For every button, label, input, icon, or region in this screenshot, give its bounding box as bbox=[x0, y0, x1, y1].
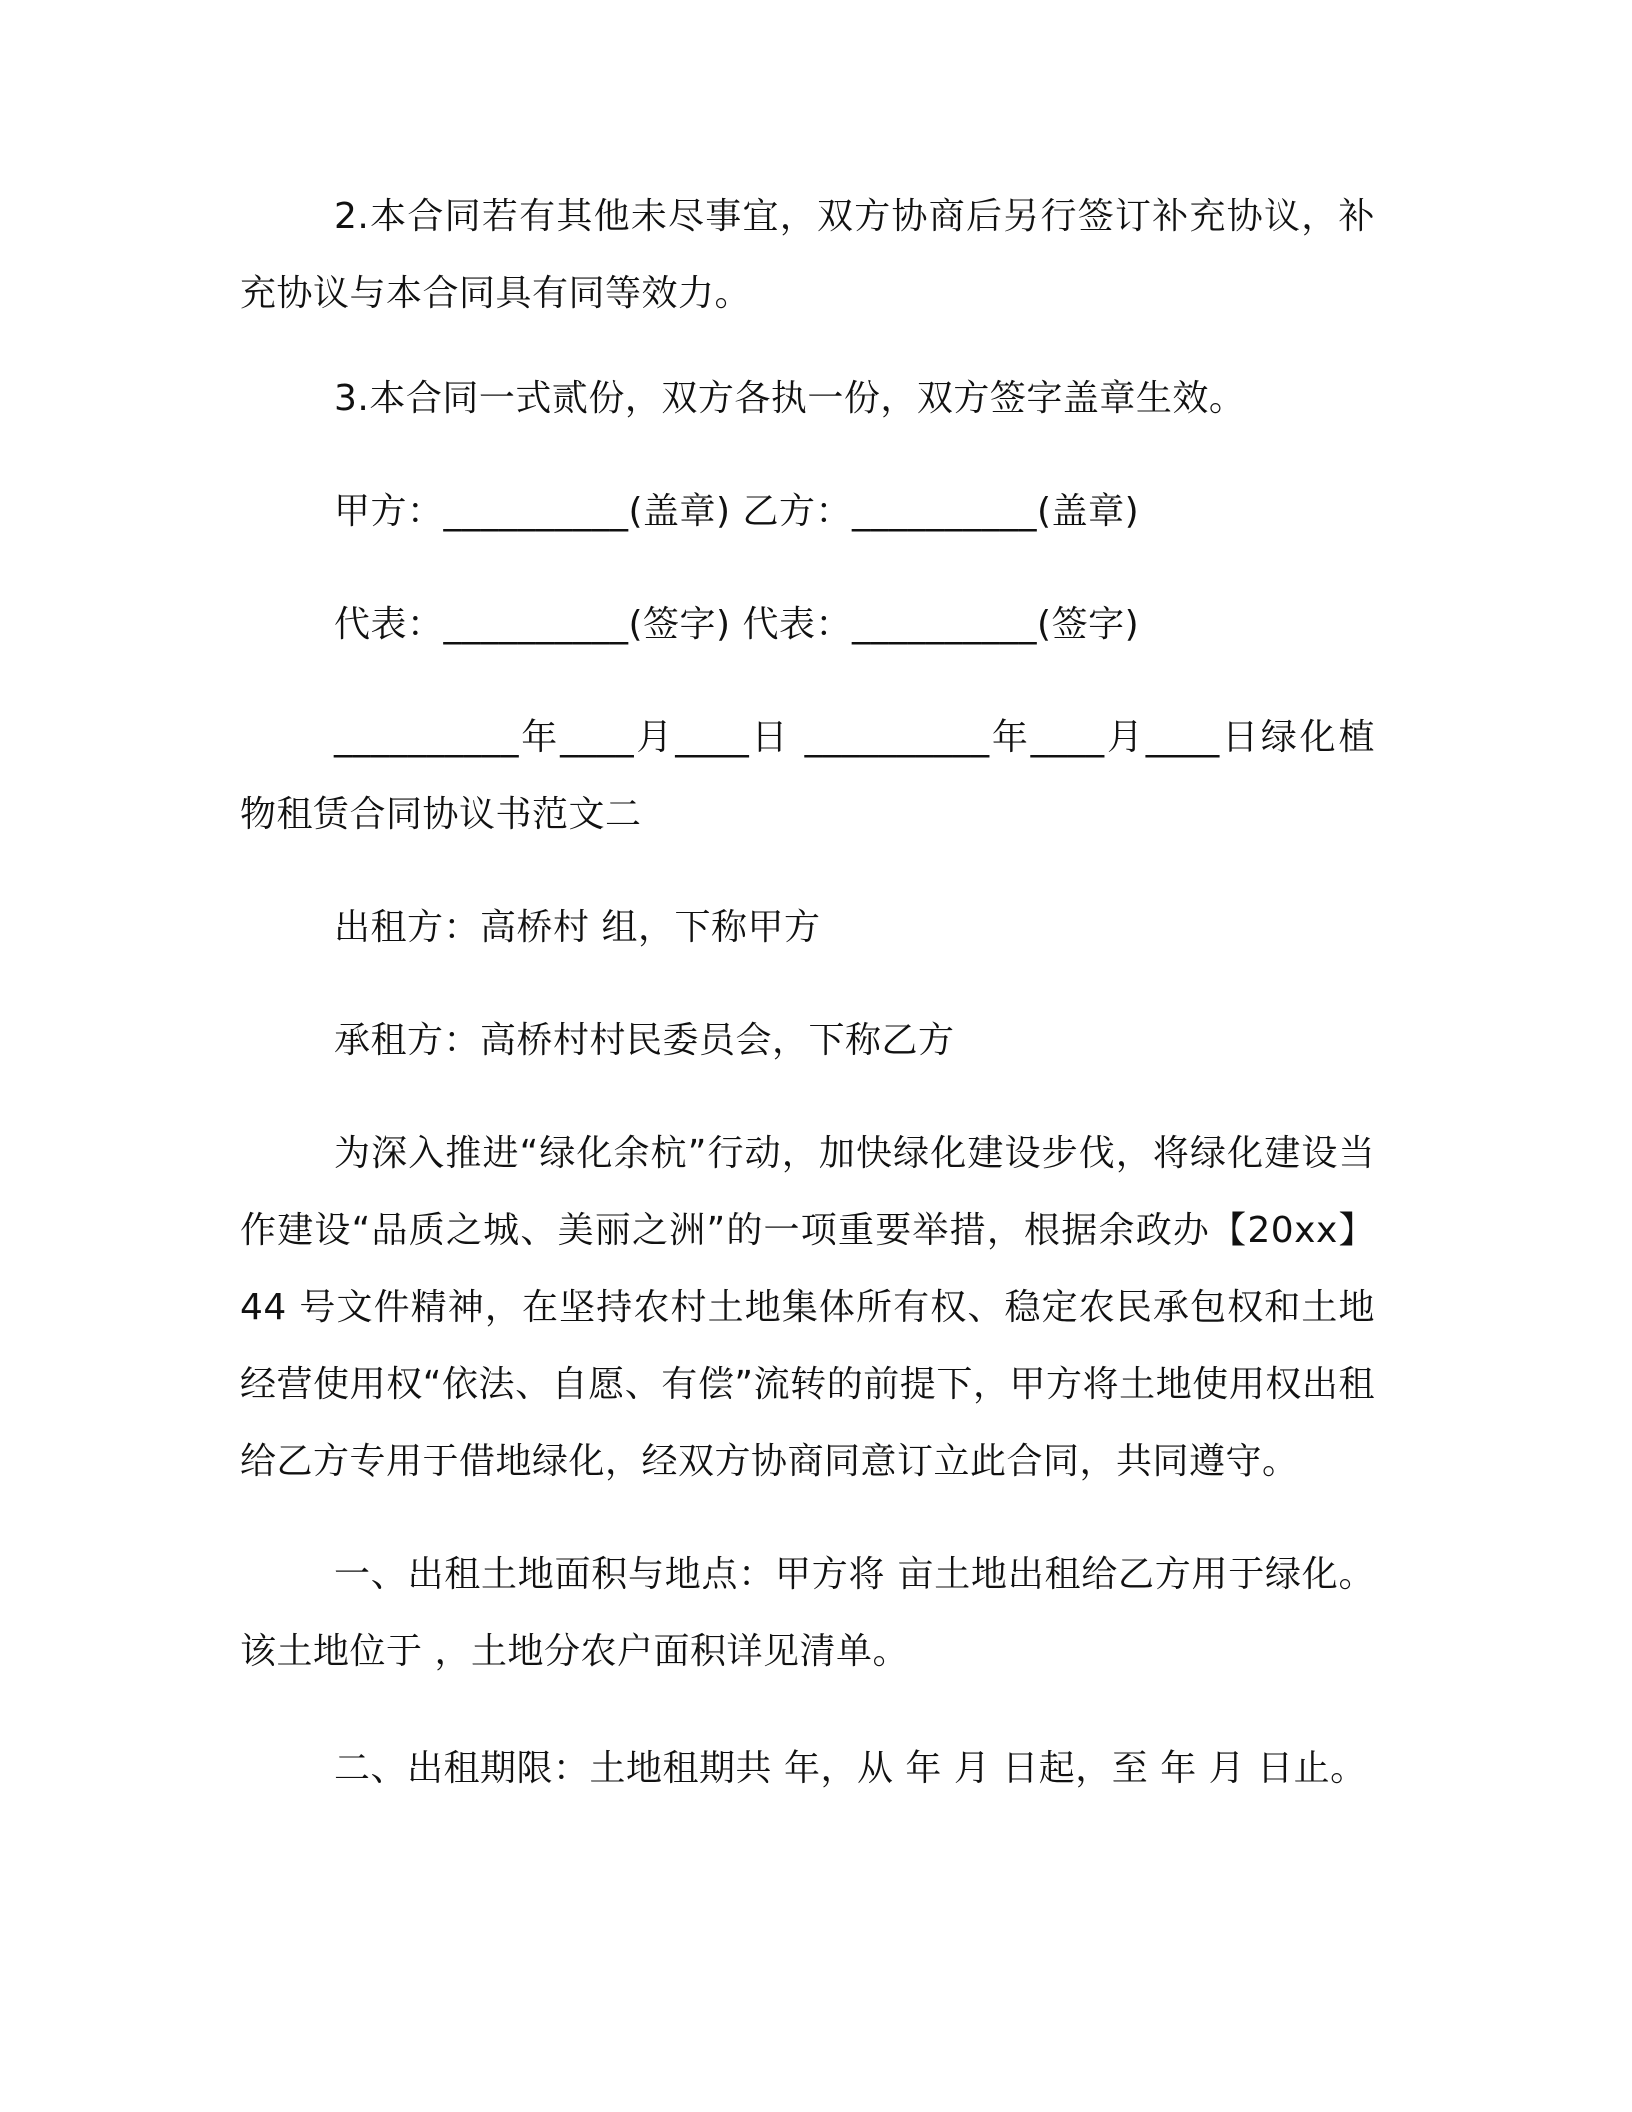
clause-copies: 3.本合同一式贰份，双方各执一份，双方签字盖章生效。 bbox=[334, 378, 1246, 419]
lessor-line: 出租方：高桥村 组，下称甲方 bbox=[334, 907, 821, 948]
date-line-and-next-title: __________年____月____日 __________年____月____日绿化植物租赁合同协议书范文二 bbox=[240, 717, 1375, 835]
preamble-paragraph: 为深入推进“绿化余杭”行动，加快绿化建设步伐，将绿化建设当作建设“品质之城、美丽之洲”的一项重要举措，根据余政办【20xx】44 号文件精神，在坚持农村土地集体所有权、稳定农民承包权和土地经营使用权“依法、自愿、有偿”流转的前提下，甲方将土地使用权出租给乙方专用于借地绿化，经双方协商同意订立此合同，共同遵守。 bbox=[240, 1133, 1375, 1482]
clause-lease-term: 二、出租期限：土地租期共 年，从 年 月 日起，至 年 月 日止。 bbox=[334, 1748, 1367, 1789]
clause-land-area-location: 一、出租土地面积与地点：甲方将 亩土地出租给乙方用于绿化。该土地位于 ，土地分农户面积详见清单。 bbox=[240, 1554, 1375, 1672]
lessee-line: 承租方：高桥村村民委员会，下称乙方 bbox=[334, 1020, 955, 1061]
signature-representative-line: 代表：__________(签字) 代表：__________(签字) bbox=[334, 604, 1140, 645]
signature-party-line: 甲方：__________(盖章) 乙方：__________(盖章) bbox=[334, 491, 1140, 532]
clause-supplementary-agreement: 2.本合同若有其他未尽事宜，双方协商后另行签订补充协议，补充协议与本合同具有同等效力。 bbox=[240, 196, 1375, 314]
document-body bbox=[240, 178, 1375, 1807]
